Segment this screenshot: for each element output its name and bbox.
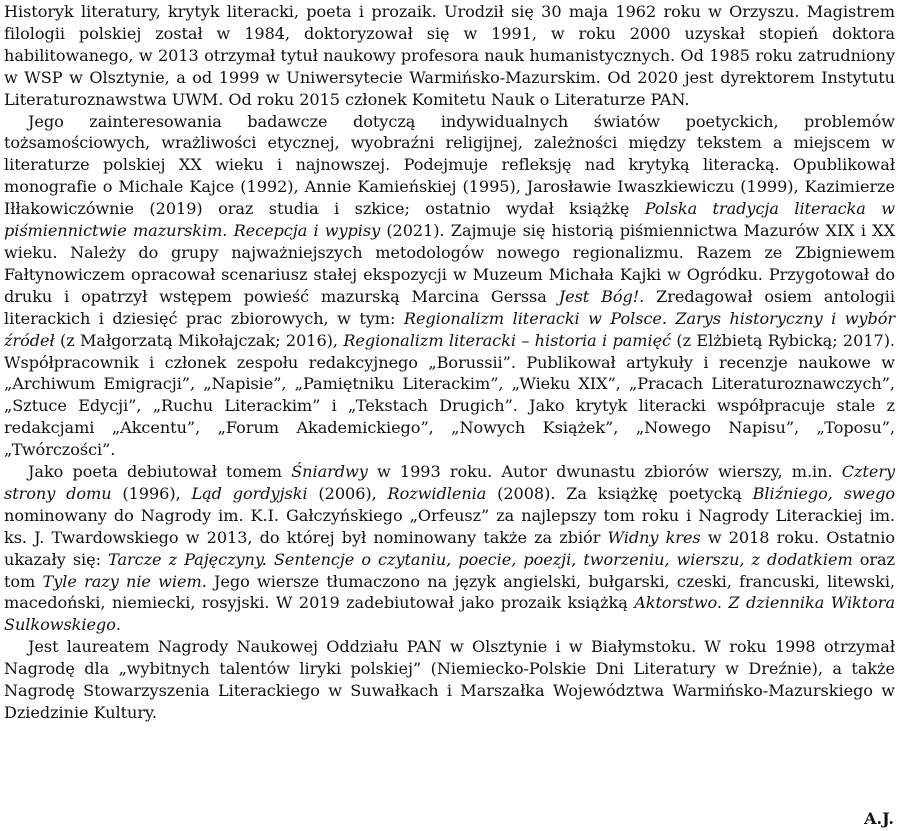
author-signature: A.J.: [864, 809, 894, 828]
biography-paragraph: [4, 636, 895, 724]
text-run: oraz tom: [4, 549, 895, 591]
biography-paragraph: [4, 1, 895, 111]
text-run: Jest laureatem Nagrody Naukowej Oddziału PAN w Olsztynie i w Białymstoku. W roku 1998 otrzymał Nagrodę dla „wybitnych talentów liryki polskiej” (Niemiecko-Polskie Dni Literatury w Dreźnie), a także Nagrodę Stowarzyszenia Literackiego w Suwałkach i Marszałka Województwa Warmińsko-Mazurskiego w Dziedzinie Kultury.: [4, 637, 895, 722]
italic-title: Regionalizm literacki w Polsce. Zarys historyczny i wybór źródeł: [4, 308, 895, 350]
text-run: w 2018 roku. Ostatnio ukazały się:: [4, 527, 895, 569]
text-run: Jego zainteresowania badawcze dotyczą indywidualnych światów poetyckich, problemów tożsamościowych, wrażliwości etycznej, wyobraźni religijnej, zależności między tekstem a miejscem w literaturze polskiej XX wieku i najnowszej. Podejmuje refleksję nad krytyką literacką. Opublikował monografie o Michale Kajce (1992), Annie Kamieńskiej (1995), Jarosławie Iwaszkiewiczu (1999), Kazimierze Iłłakowiczównie (2019) oraz studia i szkice; ostatnio wydał książkę: [4, 111, 895, 219]
italic-title: Widny kres: [607, 527, 701, 547]
italic-title: Cztery strony domu: [4, 462, 896, 503]
article-body: [4, 1, 895, 724]
italic-title: Ląd gordyjski: [191, 483, 308, 503]
text-run: w 1993 roku. Autor dwunastu zbiorów wierszy, m.in.: [367, 462, 842, 482]
text-run: (2006),: [307, 483, 388, 503]
biography-paragraph: [4, 461, 895, 636]
text-run: .: [115, 615, 121, 635]
text-run: . Jego wiersze tłumaczono na język angielski, bułgarski, czeski, francuski, litewski, macedoński, niemiecki, rosyjski. W 2019 zadebiutował jako prozaik książką: [4, 571, 895, 613]
italic-title: Polska tradycja literacka w piśmiennictwie mazurskim. Recepcja i wypisy: [4, 199, 895, 241]
italic-title: Tyle razy nie wiem: [42, 571, 202, 591]
italic-title: Bliźniego, swego: [752, 483, 896, 503]
text-run: Jako poeta debiutował tomem: [28, 462, 292, 482]
italic-title: Regionalizm literacki – historia i pamięć: [343, 330, 672, 350]
text-run: nominowany do Nagrody im. K.I. Gałczyńskiego „Orfeusz” za najlepszy tom roku i Nagrody Literackiej im. ks. J. Twardowskiego w 2013, do której był nominowany także za zbiór: [4, 505, 895, 547]
italic-title: Aktorstwo. Z dziennika Wiktora Sulkowskiego: [4, 593, 895, 635]
text-run: Historyk literatury, krytyk literacki, poeta i prozaik. Urodził się 30 maja 1962 roku w Orzyszu. Magistrem filologii polskiej został w 1984, doktoryzował się w 1991, w roku 2000 uzyskał stopień doktora habilitowanego, w 2013 otrzymał tytuł naukowy profesora nauk humanistycznych. Od 1985 roku zatrudniony w WSP w Olsztynie, a od 1999 w Uniwersytecie Warmińsko-Mazurskim. Od 2020 jest dyrektorem Instytutu Literaturoznawstwa UWM. Od roku 2015 członek Komitetu Nauk o Literaturze PAN.: [4, 2, 895, 109]
italic-title: Śniardwy: [291, 462, 368, 482]
text-run: (z Małgorzatą Mikołajczak; 2016),: [54, 330, 344, 350]
italic-title: Jest Bóg!: [558, 286, 640, 306]
biography-article: [4, 1, 895, 724]
italic-title: Rozwidlenia: [387, 483, 487, 503]
text-run: (2021). Zajmuje się historią piśmiennictwa Mazurów XIX i XX wieku. Należy do grupy najważniejszych metodologów nowego regionalizmu. Razem ze Zbigniewem Fałtynowiczem opracował scenariusz stałej ekspozycji w Muzeum Michała Kajki w Ogródku. Przygotował do druku i opatrzył wstępem powieść mazurską Marcina Gerssa: [4, 221, 895, 306]
italic-title: Tarcze z Pajęczyny. Sentencje o czytaniu, poecie, poezji, tworzeniu, wierszu, z dodatkiem: [108, 549, 853, 569]
text-run: . Zredagował osiem antologii literackich i dziesięć prac zbiorowych, w tym:: [4, 286, 895, 328]
text-run: (1996),: [111, 483, 192, 503]
text-run: (z Elżbietą Rybicką; 2017). Współpracownik i członek zespołu redakcyjnego „Borussii”. Publikował artykuły i recenzje naukowe w „Archiwum Emigracji”, „Napisie”, „Pamiętniku Literackim”, „Wieku XIX”, „Pracach Literaturoznawczych”, „Sztuce Edycji”, „Ruchu Literackim” i „Tekstach Drugich”. Jako krytyk literacki współpracuje stale z redakcjami „Akcentu”, „Forum Akademickiego”, „Nowych Książek”, „Nowego Napisu”, „Toposu”, „Twórczości”.: [4, 330, 895, 460]
text-run: (2008). Za książkę poetycką: [486, 483, 753, 503]
biography-paragraph: [4, 111, 895, 462]
